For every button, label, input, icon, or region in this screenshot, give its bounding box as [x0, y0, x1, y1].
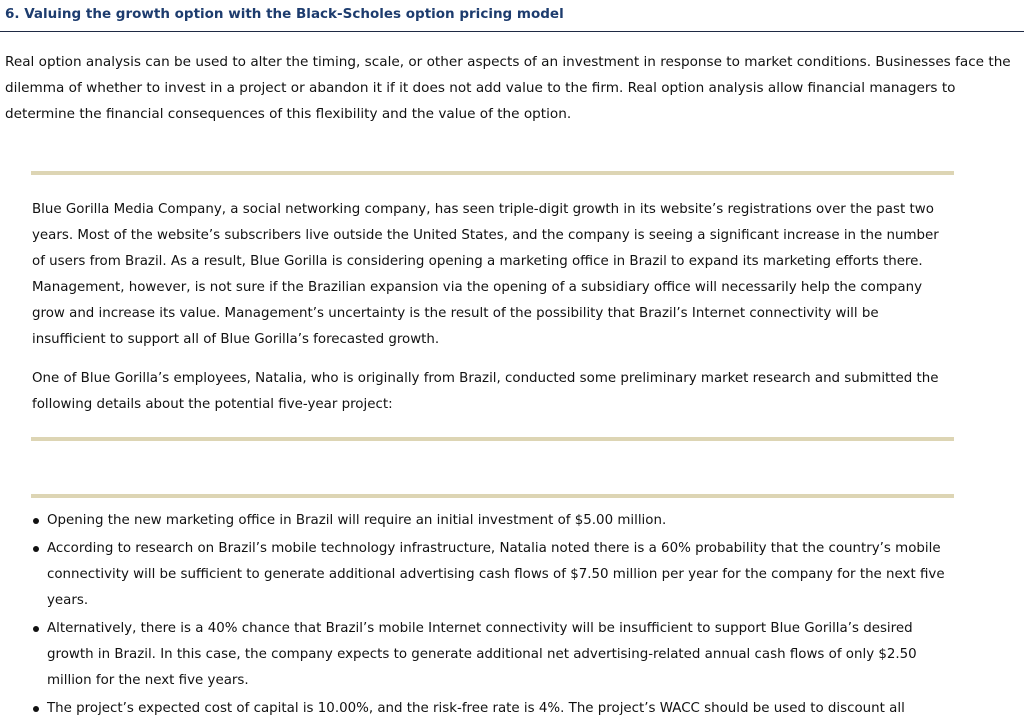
case-paragraph-1: Blue Gorilla Media Company, a social networking company, has seen triple-digit growth in its website’s registrations over the past two years. Most of the website’s subscribers live outside the United States, and the company is seeing a significant increase in the number of users from Brazil. As a result, Blue Gorilla is considering opening a marketing office in Brazil to expand its marketing efforts there. Management, however, is not sure if the Brazilian expansion via the opening of a subsidiary office will necessarily help the company grow and increase its value. Management’s uncertainty is the result of the possibility that Brazil’s Internet connectivity will be insufficient to support all of Blue Gorilla’s forecasted growth.	[32, 202, 939, 347]
divider-top	[31, 171, 954, 175]
intro-paragraph: Real option analysis can be used to alter the timing, scale, or other aspects of an investment in response to market conditions. Businesses face the dilemma of whether to invest in a project or abandon it if it does not add value to the firm. Real option analysis allow financial managers to determine the financial consequences of this flexibility and the value of the option.	[5, 54, 1011, 122]
section-title: 6. Valuing the growth option with the Black-Scholes option pricing model	[5, 6, 564, 22]
list-item: Alternatively, there is a 40% chance that Brazil’s mobile Internet connectivity will be insufficient to support Blue Gorilla’s desired growth in Brazil. In this case, the company expects to generate additional net advertising-related annual cash flows of only $2.50 million for the next five years.	[32, 616, 954, 694]
section-header	[0, 0, 1024, 32]
project-details-list	[32, 508, 954, 719]
list-item: The project’s expected cost of capital is 10.00%, and the risk-free rate is 4%. The project’s WACC should be used to discount all	[32, 696, 954, 719]
case-paragraph-2: One of Blue Gorilla’s employees, Natalia, who is originally from Brazil, conducted some preliminary market research and submitted the following details about the potential five-year project:	[32, 371, 939, 412]
divider-middle	[31, 437, 954, 441]
list-item: According to research on Brazil’s mobile technology infrastructure, Natalia noted there is a 60% probability that the country’s mobile connectivity will be sufficient to generate additional advertising cash flows of $7.50 million per year for the company for the next five years.	[32, 536, 954, 614]
divider-details	[31, 494, 954, 498]
list-item: Opening the new marketing office in Brazil will require an initial investment of $5.00 million.	[32, 508, 954, 534]
